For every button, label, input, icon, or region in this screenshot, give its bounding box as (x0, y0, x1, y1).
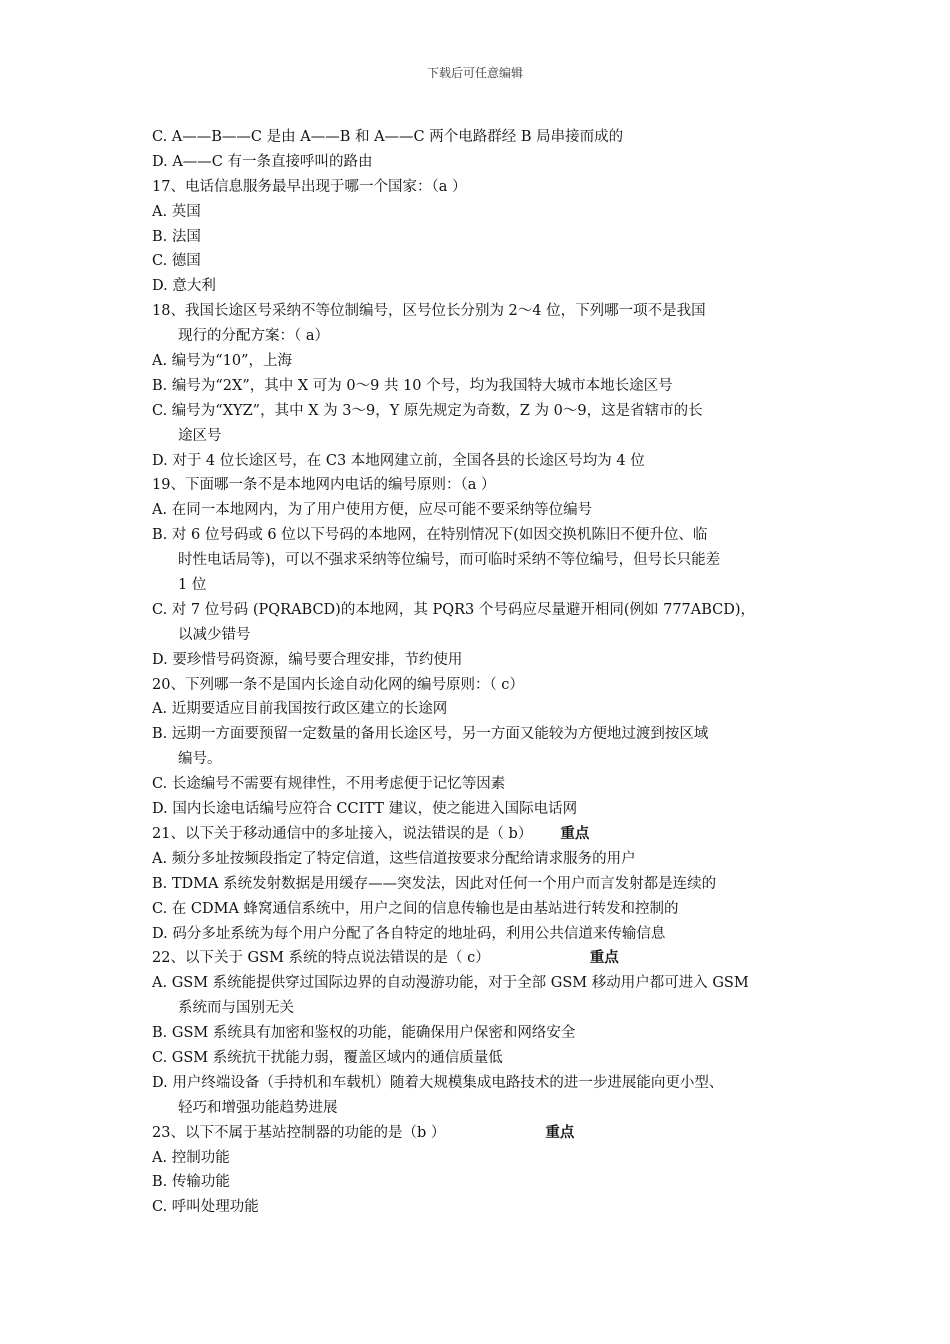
line-text: 编号。 (178, 751, 222, 768)
line-text: 20、下列哪一条不是国内长途自动化网的编号原则：（ c） (152, 676, 524, 693)
line-text: D. 意大利 (152, 278, 216, 295)
line-text: B. 编号为“2X”，其中 X 可为 0～9 共 10 个号，均为我国特大城市本地长途区号 (152, 377, 673, 394)
text-line (152, 274, 832, 299)
key-point-tag: 重点 (545, 1123, 575, 1141)
text-line (152, 1146, 832, 1171)
line-text: C. 在 CDMA 蜂窝通信系统中，用户之间的信息传输也是由基站进行转发和控制的 (152, 900, 679, 917)
line-text: B. 传输功能 (152, 1174, 230, 1191)
line-text: 19、下面哪一条不是本地网内电话的编号原则：（a ） (152, 477, 496, 494)
text-line (152, 1121, 832, 1146)
text-line (152, 623, 832, 648)
text-line (152, 872, 832, 897)
text-line (152, 772, 832, 797)
line-text: 系统而与国别无关 (178, 1000, 294, 1017)
text-line (152, 1195, 832, 1220)
line-text: A. 控制功能 (152, 1149, 230, 1166)
text-line (152, 946, 832, 971)
text-line (152, 1096, 832, 1121)
line-text: 时性电话局等)，可以不强求采纳等位编号，而可临时采纳不等位编号，但号长只能差 (178, 552, 721, 569)
text-line (152, 673, 832, 698)
line-text: 以减少错号 (178, 626, 251, 643)
line-text: C. 编号为“XYZ”，其中 X 为 3～9，Y 原先规定为奇数，Z 为 0～9，这是省辖市的长 (152, 402, 703, 419)
text-line (152, 449, 832, 474)
line-text: B. GSM 系统具有加密和鉴权的功能，能确保用户保密和网络安全 (152, 1025, 576, 1042)
line-text: D. 要珍惜号码资源，编号要合理安排，节约使用 (152, 651, 463, 668)
text-line (152, 424, 832, 449)
text-line (152, 797, 832, 822)
line-text: C. GSM 系统抗干扰能力弱，覆盖区域内的通信质量低 (152, 1049, 503, 1066)
line-text: 1 位 (178, 577, 207, 594)
line-text: D. 对于 4 位长途区号，在 C3 本地网建立前，全国各县的长途区号均为 4 位 (152, 452, 645, 469)
text-line (152, 922, 832, 947)
line-text: 21、以下关于移动通信中的多址接入，说法错误的是（ b） (152, 825, 533, 842)
page-header: 下载后可任意编辑 (426, 66, 523, 80)
text-line (152, 523, 832, 548)
text-line (152, 299, 832, 324)
text-line (152, 648, 832, 673)
text-line (152, 225, 832, 250)
line-text: A. 频分多址按频段指定了特定信道，这些信道按要求分配给请求服务的用户 (152, 850, 636, 867)
line-text: 22、以下关于 GSM 系统的特点说法错误的是（ c） (152, 950, 490, 967)
text-line (152, 349, 832, 374)
document-body (152, 125, 832, 1220)
text-line (152, 324, 832, 349)
text-line (152, 1170, 832, 1195)
line-text: A. 编号为“10”，上海 (152, 353, 292, 370)
text-line (152, 249, 832, 274)
line-text: 17、电话信息服务最早出现于哪一个国家：（a ） (152, 178, 467, 195)
line-text: A. 英国 (152, 203, 201, 220)
text-line (152, 498, 832, 523)
line-text: B. TDMA 系统发射数据是用缓存——突发法，因此对任何一个用户而言发射都是连续的 (152, 875, 717, 892)
text-line (152, 1046, 832, 1071)
text-line (152, 573, 832, 598)
text-line (152, 747, 832, 772)
line-text: C. 对 7 位号码 (PQRABCD)的本地网，其 PQR3 个号码应尽量避开相同(例如 777ABCD)， (152, 601, 756, 618)
line-text: A. GSM 系统能提供穿过国际边界的自动漫游功能，对于全部 GSM 移动用户都可进入 GSM (152, 975, 749, 992)
text-line (152, 200, 832, 225)
text-line (152, 548, 832, 573)
line-text: 途区号 (178, 427, 222, 444)
line-text: 23、以下不属于基站控制器的功能的是（b ） (152, 1124, 446, 1141)
text-line (152, 175, 832, 200)
text-line (152, 697, 832, 722)
text-line (152, 822, 832, 847)
line-text: B. 对 6 位号码或 6 位以下号码的本地网，在特别情况下(如因交换机陈旧不便升位、临 (152, 527, 708, 544)
line-text: C. 长途编号不需要有规律性，不用考虑便于记忆等因素 (152, 776, 506, 793)
text-line (152, 996, 832, 1021)
text-line (152, 598, 832, 623)
text-line (152, 1021, 832, 1046)
line-text: B. 法国 (152, 228, 201, 245)
line-text: C. 德国 (152, 253, 201, 270)
line-text: D. 国内长途电话编号应符合 CCITT 建议，使之能进入国际电话网 (152, 801, 578, 818)
text-line (152, 897, 832, 922)
text-line (152, 722, 832, 747)
line-text: 现行的分配方案：（ a） (178, 328, 330, 345)
text-line (152, 374, 832, 399)
text-line (152, 125, 832, 150)
text-line (152, 971, 832, 996)
key-point-tag: 重点 (560, 824, 590, 842)
line-text: C. 呼叫处理功能 (152, 1199, 259, 1216)
line-text: B. 远期一方面要预留一定数量的备用长途区号，另一方面又能较为方便地过渡到按区域 (152, 726, 709, 743)
line-text: A. 在同一本地网内，为了用户使用方便，应尽可能不要采纳等位编号 (152, 502, 593, 519)
line-text: D. A——C 有一条直接呼叫的路由 (152, 153, 373, 170)
line-text: 轻巧和增强功能趋势进展 (178, 1099, 338, 1116)
key-point-tag: 重点 (589, 949, 619, 967)
line-text: D. 码分多址系统为每个用户分配了各自特定的地址码，利用公共信道来传输信息 (152, 925, 666, 942)
line-text: A. 近期要适应目前我国按行政区建立的长途网 (152, 701, 448, 718)
text-line (152, 150, 832, 175)
line-text: D. 用户终端设备（手持机和车载机）随着大规模集成电路技术的进一步进展能向更小型、 (152, 1074, 724, 1091)
line-text: 18、我国长途区号采纳不等位制编号，区号位长分别为 2～4 位，下列哪一项不是我国 (152, 303, 706, 320)
line-text: C. A——B——C 是由 A——B 和 A——C 两个电路群经 B 局串接而成的 (152, 129, 624, 145)
text-line (152, 399, 832, 424)
text-line (152, 847, 832, 872)
text-line (152, 1071, 832, 1096)
text-line (152, 473, 832, 498)
